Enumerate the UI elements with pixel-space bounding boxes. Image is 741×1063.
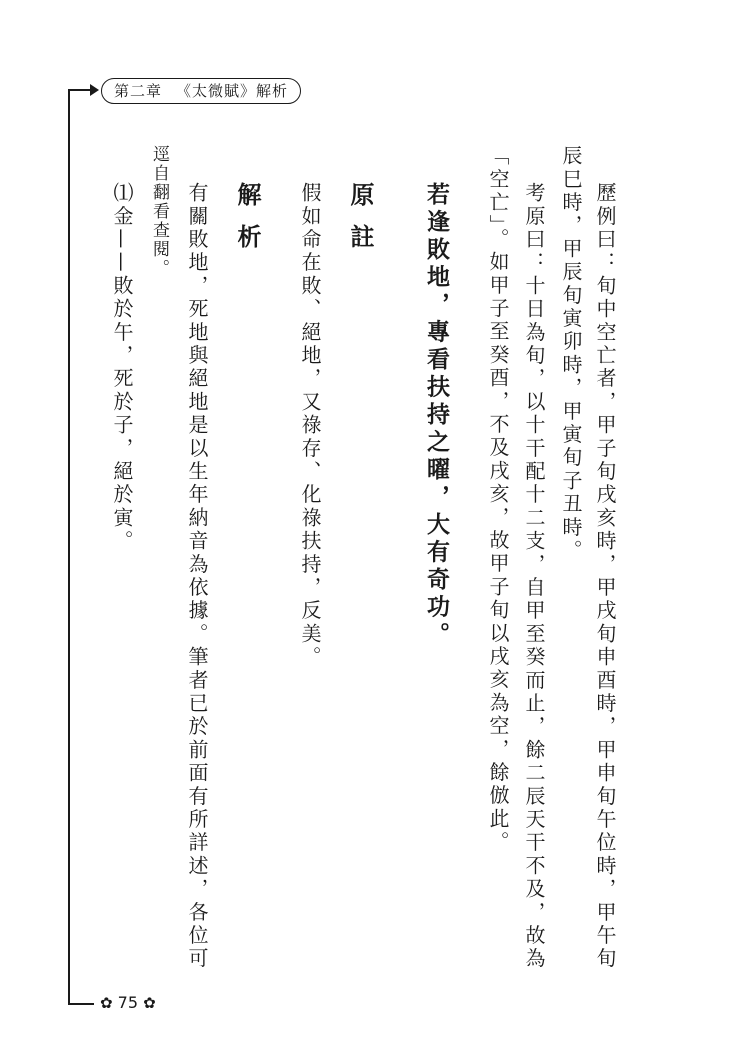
section-heading-original-note: 原註 — [346, 182, 375, 266]
section-heading-analysis: 解析 — [233, 182, 262, 266]
page-number: 75 — [117, 993, 139, 1012]
text-column-original-note: 假如命在敗、絕地，又祿存、化祿扶持，反美。 — [298, 182, 322, 670]
chapter-header — [101, 78, 301, 104]
margin-bracket-top — [68, 89, 92, 91]
text-column-3: 考原曰：十日為旬，以十干配十二支，自甲至癸而止，餘二辰天干不及，故為 — [522, 182, 546, 971]
flower-icon: ✿ — [100, 994, 113, 1012]
text-column-1: 歷例曰：旬中空亡者，甲子旬戌亥時，甲戌旬申酉時，甲申旬午位時，甲午旬 — [593, 182, 617, 971]
list-item-metal: ⑴金——敗於午，死於子，絕於寅。 — [110, 182, 134, 554]
chapter-number: 第二章 — [114, 82, 163, 100]
flower-icon: ✿ — [143, 994, 156, 1012]
verse-line: 若逢敗地，專看扶持之曜，大有奇功。 — [423, 182, 450, 650]
page-footer — [100, 992, 156, 1014]
text-column-analysis-1: 有關敗地，死地與絕地是以生年納音為依據。筆者已於前面有所詳述，各位可 — [185, 182, 209, 971]
arrow-right-icon — [90, 84, 99, 96]
margin-bracket-bottom — [68, 1003, 94, 1005]
text-column-2: 辰巳時，甲辰旬寅卯時，甲寅旬子丑時。 — [559, 145, 583, 563]
text-column-4: 「空亡」。如甲子至癸酉，不及戌亥，故甲子旬以戌亥為空，餘倣此。 — [486, 145, 510, 855]
text-column-analysis-2: 逕自翻看查閱。 — [149, 145, 169, 278]
margin-bracket-line — [68, 90, 70, 1005]
chapter-title: 《太微賦》解析 — [176, 82, 289, 100]
